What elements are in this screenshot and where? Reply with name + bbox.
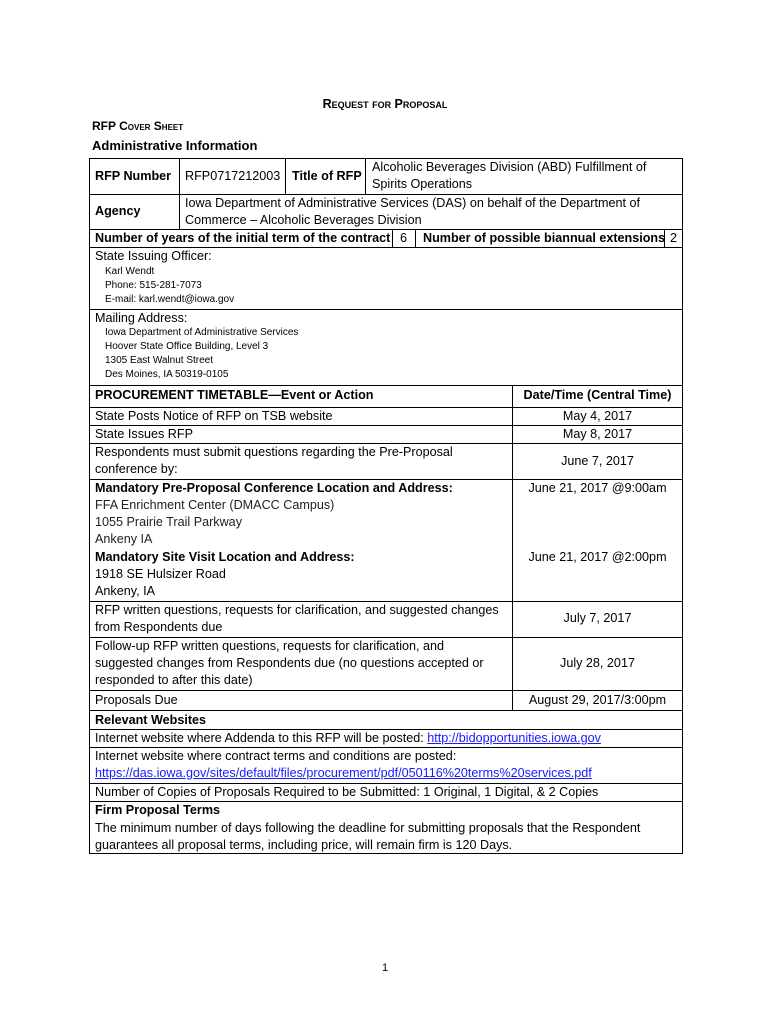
conference-location-title: Mandatory Pre-Proposal Conference Location and Address: (95, 481, 453, 495)
cover-sheet-title: RFP Cover Sheet (92, 119, 184, 133)
timetable-date: July 28, 2017 (560, 656, 635, 670)
copies-required: Number of Copies of Proposals Required to be Submitted: 1 Original, 1 Digital, & 2 Copies (95, 785, 599, 799)
timetable-date: May 8, 2017 (562, 427, 633, 441)
timetable-event-cont: from Respondents due (95, 620, 223, 634)
terms-website-text: Internet website where contract terms and conditions are posted: (95, 749, 457, 763)
document-heading: Request for Proposal (322, 97, 448, 111)
mailing-address-label: Mailing Address: (95, 311, 188, 325)
extensions-value: 2 (669, 231, 677, 245)
timetable-event: Follow-up RFP written questions, requests for clarification, and (95, 639, 445, 653)
terms-website-link[interactable]: https://das.iowa.gov/sites/default/files/procurement/pdf/050116%20terms%20services.pdf (95, 766, 592, 780)
rfp-number-value: RFP0717212003 (185, 169, 281, 183)
timetable-date: August 29, 2017/3:00pm (528, 693, 667, 707)
rfp-title-line2: Spirits Operations (372, 177, 473, 191)
firm-terms-title: Firm Proposal Terms (95, 803, 221, 817)
timetable-event: RFP written questions, requests for clarification, and suggested changes (95, 603, 499, 617)
relevant-websites-title: Relevant Websites (95, 713, 207, 727)
officer-phone: Phone: 515-281-7073 (105, 280, 202, 291)
issuing-officer-label: State Issuing Officer: (95, 249, 212, 263)
page-number: 1 (381, 962, 389, 974)
agency-label: Agency (95, 204, 141, 218)
initial-term-label: Number of years of the initial term of the contract (95, 231, 391, 245)
conference-date: June 21, 2017 @9:00am (528, 481, 667, 495)
site-visit-address-line: Ankeny, IA (95, 584, 155, 598)
timetable-event-cont: responded to after this date) (95, 673, 253, 687)
timetable-date-header: Date/Time (Central Time) (523, 388, 672, 402)
timetable-event: Respondents must submit questions regarding the Pre-Proposal (95, 445, 453, 459)
timetable-event: Proposals Due (95, 693, 178, 707)
timetable-event: State Posts Notice of RFP on TSB website (95, 409, 333, 423)
site-visit-title: Mandatory Site Visit Location and Address: (95, 550, 355, 564)
extensions-label: Number of possible biannual extensions (423, 231, 666, 245)
timetable-event-cont: suggested changes from Respondents due (no questions accepted or (95, 656, 484, 670)
addenda-website-text: Internet website where Addenda to this RFP will be posted: (95, 731, 428, 745)
mailing-line: 1305 East Walnut Street (105, 355, 214, 366)
firm-terms-line: guarantees all proposal terms, including price, will remain firm is 120 Days. (95, 838, 513, 852)
mailing-line: Hoover State Office Building, Level 3 (105, 341, 269, 352)
addenda-website-line (95, 730, 601, 747)
mailing-line: Des Moines, IA 50319-0105 (105, 369, 229, 380)
mailing-line: Iowa Department of Administrative Services (105, 327, 299, 338)
firm-terms-line: The minimum number of days following the deadline for submitting proposals that the Respondent (95, 821, 641, 835)
officer-name: Karl Wendt (105, 266, 155, 277)
timetable-event: State Issues RFP (95, 427, 193, 441)
officer-email: E-mail: karl.wendt@iowa.gov (105, 294, 235, 305)
conference-address-line: 1055 Prairie Trail Parkway (95, 515, 242, 529)
site-visit-address-line: 1918 SE Hulsizer Road (95, 567, 226, 581)
addenda-website-link[interactable]: http://bidopportunities.iowa.gov (427, 731, 601, 745)
rfp-number-label: RFP Number (95, 169, 172, 183)
admin-info-title: Administrative Information (92, 138, 258, 153)
agency-line1: Iowa Department of Administrative Services (DAS) on behalf of the Department of (185, 196, 640, 210)
timetable-date: July 7, 2017 (563, 611, 632, 625)
agency-line2: Commerce – Alcoholic Beverages Division (185, 213, 422, 227)
timetable-event-cont: conference by: (95, 462, 178, 476)
site-visit-date: June 21, 2017 @2:00pm (528, 550, 667, 564)
conference-address-line: FFA Enrichment Center (DMACC Campus) (95, 498, 335, 512)
rfp-title-line1: Alcoholic Beverages Division (ABD) Fulfillment of (372, 160, 647, 174)
conference-address-line: Ankeny IA (95, 532, 153, 546)
timetable-event-header: PROCUREMENT TIMETABLE—Event or Action (95, 388, 374, 402)
initial-term-value: 6 (399, 231, 407, 245)
timetable-date: June 7, 2017 (561, 454, 634, 468)
rfp-title-label: Title of RFP (292, 169, 362, 183)
timetable-date: May 4, 2017 (562, 409, 633, 423)
